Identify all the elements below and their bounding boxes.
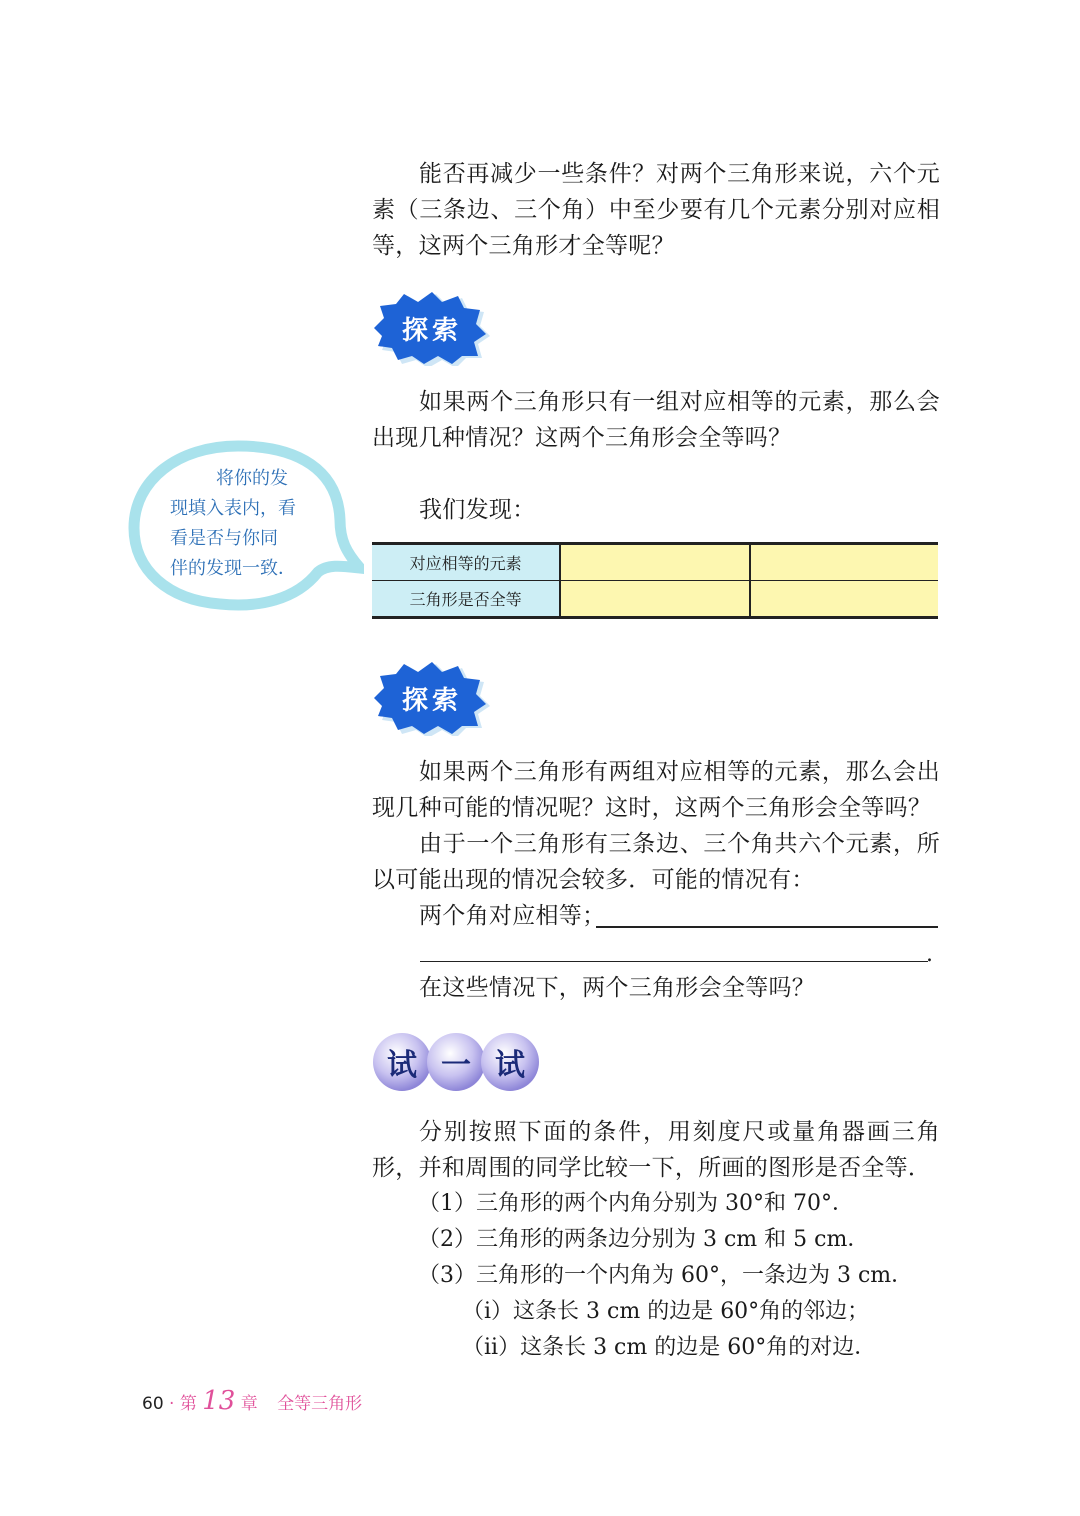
blank-period: . bbox=[926, 942, 933, 967]
try-char: 试 bbox=[387, 1048, 417, 1083]
chapter-number: 13 bbox=[202, 1386, 236, 1416]
fill-cell[interactable] bbox=[750, 544, 938, 581]
question-line: 在这些情况下，两个三角形会全等吗？ bbox=[419, 975, 816, 1001]
bubble-text bbox=[170, 464, 300, 584]
page-footer bbox=[142, 1386, 362, 1416]
explore-label: 探索 bbox=[401, 685, 462, 716]
condition-item: （2）三角形的两条边分别为 3 cm 和 5 cm． bbox=[418, 1227, 870, 1252]
bubble-line: 伴的发现一致． bbox=[170, 558, 296, 579]
condition-item: （1）三角形的两个内角分别为 30°和 70°． bbox=[418, 1191, 854, 1216]
two-angles-line: 两个角对应相等； bbox=[419, 903, 606, 929]
discovery-table bbox=[372, 542, 938, 619]
intro-paragraph: 能否再减少一些条件？对两个三角形来说，六个元素（三条边、三个角）中至少要有几个元素分别对应相等，这两个三角形才全等呢？ bbox=[372, 161, 940, 259]
explore2-paragraph-b: 由于一个三角形有三条边、三个角共六个元素，所以可能出现的情况会较多．可能的情况有： bbox=[372, 831, 940, 893]
answer-blank-2[interactable] bbox=[420, 961, 928, 962]
fill-cell[interactable] bbox=[560, 544, 749, 581]
footer-dot: · bbox=[169, 1394, 175, 1414]
table-row bbox=[372, 581, 938, 618]
try-char: 一 bbox=[441, 1048, 471, 1083]
explore-badge bbox=[372, 290, 492, 366]
explore-label: 探索 bbox=[401, 315, 462, 346]
try-badge bbox=[372, 1030, 540, 1094]
row-label-elements: 对应相等的元素 bbox=[372, 544, 560, 581]
explore2-paragraph-a: 如果两个三角形有两组对应相等的元素，那么会出现几种可能的情况呢？这时，这两个三角形会全等吗？ bbox=[372, 759, 940, 821]
bubble-line: 看是否与你同 bbox=[170, 528, 278, 549]
page-number: 60 bbox=[142, 1394, 164, 1414]
table-row bbox=[372, 544, 938, 581]
bubble-line: 现填入表内，看 bbox=[170, 498, 296, 519]
fill-cell[interactable] bbox=[750, 581, 938, 618]
condition-subitem: （ii）这条长 3 cm 的边是 60°角的对边． bbox=[462, 1335, 877, 1360]
condition-item: （3）三角形的一个内角为 60°，一条边为 3 cm． bbox=[418, 1263, 914, 1288]
bubble-line: 将你的发 bbox=[216, 468, 288, 489]
explore-badge bbox=[372, 660, 492, 736]
we-found-label: 我们发现： bbox=[419, 497, 536, 523]
row-label-congruent: 三角形是否全等 bbox=[372, 581, 560, 618]
chapter-suffix: 章 bbox=[240, 1394, 258, 1414]
chapter-prefix: 第 bbox=[179, 1394, 197, 1414]
condition-subitem: （i）这条长 3 cm 的边是 60°角的邻边； bbox=[462, 1299, 870, 1324]
answer-blank-1[interactable] bbox=[596, 926, 938, 928]
explore1-paragraph: 如果两个三角形只有一组对应相等的元素，那么会出现几种情况？这两个三角形会全等吗？ bbox=[372, 389, 940, 451]
try-char: 试 bbox=[495, 1048, 525, 1083]
try-paragraph: 分别按照下面的条件，用刻度尺或量角器画三角形，并和周围的同学比较一下，所画的图形是否全等． bbox=[372, 1119, 940, 1181]
fill-cell[interactable] bbox=[560, 581, 749, 618]
chapter-title: 全等三角形 bbox=[277, 1394, 363, 1414]
